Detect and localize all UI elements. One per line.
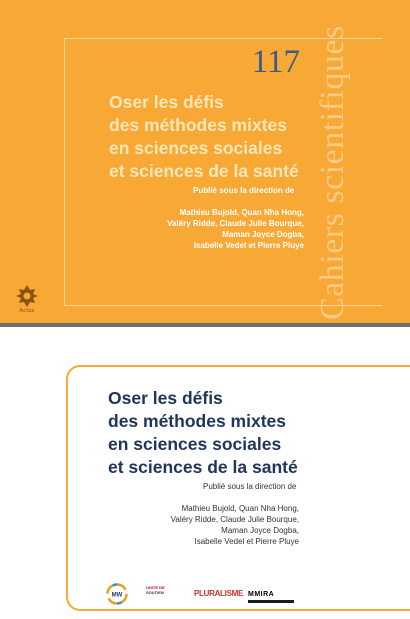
series-name: Cahiers scientifiques (314, 25, 351, 320)
title-line: des méthodes mixtes (108, 411, 286, 431)
title-line: en sciences sociales (108, 434, 282, 454)
title-line: et sciences de la santé (108, 457, 298, 477)
cover-subtitle: Publié sous la direction de (193, 186, 295, 195)
title-line: Oser les défis (108, 388, 223, 408)
mw-logo-icon (106, 583, 128, 605)
title-page-title (108, 387, 368, 479)
series-number: 117 (251, 44, 300, 80)
cover-title-line: Oser les défis (109, 92, 224, 112)
author-line: Valéry Ridde, Claude Julie Bourque, (170, 515, 299, 524)
title-page-authors (171, 503, 299, 547)
unite-logo-line1: UNITÉ DE (146, 585, 165, 590)
unite-logo-line2: SOUTIEN (146, 590, 164, 595)
mmira-logo: MMIRA (248, 590, 294, 603)
author-line: Valéry Ridde, Claude Julie Bourque, (167, 219, 304, 228)
acfas-logo-label: Acfas (19, 308, 35, 314)
author-line: Maman Joyce Dogba, (221, 526, 299, 535)
title-page-subtitle: Publié sous la direction de (203, 482, 297, 491)
cover-title-line: des méthodes mixtes (109, 115, 287, 135)
mw-logo-text: MW (111, 592, 123, 599)
author-line: Mathieu Bujold, Quan Nha Hong, (181, 504, 299, 513)
author-line: Mathieu Bujold, Quan Nha Hong, (179, 208, 304, 217)
cover-title-line: en sciences sociales (109, 138, 283, 158)
cover-title-line: et sciences de la santé (109, 161, 299, 181)
author-line: Isabelle Vedel et Pierre Pluye (193, 241, 304, 250)
partner-logos (106, 583, 306, 607)
pluralisme-logo: PLURALISME (194, 589, 244, 598)
cover-title (109, 91, 349, 183)
cover-bottom-edge (0, 323, 410, 327)
author-line: Isabelle Vedel et Pierre Pluye (194, 537, 299, 546)
cover-authors (167, 207, 304, 251)
author-line: Maman Joyce Dogba, (222, 230, 304, 239)
unite-soutien-logo (146, 585, 176, 605)
acfas-logo-icon (14, 283, 40, 317)
